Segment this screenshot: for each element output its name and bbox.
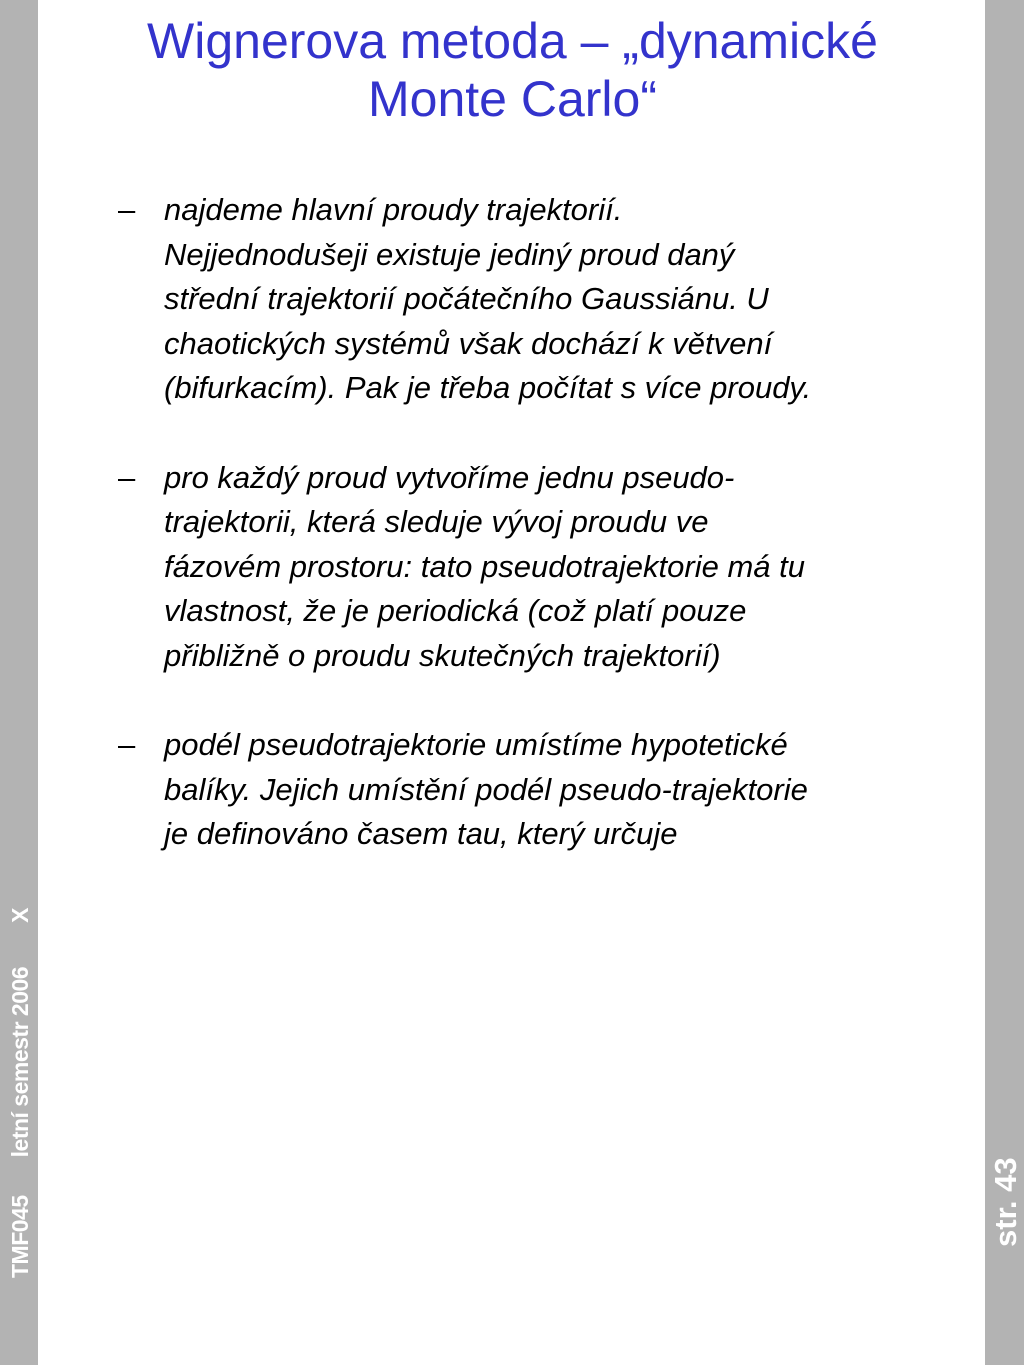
footer-semester: letní semestr 2006 [7,966,33,1158]
bullet-dash: – [118,727,136,762]
bullet-line: chaotických systémů však dochází k větvení [164,325,773,361]
bullet-dash: – [118,459,136,495]
bullet-line: balíky. Jejich umístění podél pseudo-trajektorie [164,771,808,807]
slide-title-line-1: Wignerova metoda – „dynamické [147,13,878,69]
slide-title [40,12,985,128]
bullet-line: trajektorii, která sleduje vývoj proudu ve [164,504,709,539]
bullet-line: vlastnost, že je periodická (což platí pouze [164,593,747,628]
bullet-line: (bifurkacím). Pak je třeba počítat s více proudy. [164,370,812,405]
bullet-list [118,188,978,902]
bullet-item [118,456,978,679]
footer-course-code: TMF045 [7,1195,33,1278]
bullet-line: podél pseudotrajektorie umístíme hypotetické [164,727,788,762]
bullet-item [118,723,978,857]
footer-chapter: X [7,908,33,923]
bullet-line: Nejjednodušeji existuje jediný proud daný [164,236,735,272]
page-number: str. 43 [988,1157,1023,1247]
bullet-line: je definováno časem tau, který určuje [164,816,678,851]
bullet-dash: – [118,192,136,227]
slide-title-line-2: Monte Carlo“ [368,71,657,127]
bullet-line: přibližně o proudu skutečných trajektorií) [164,637,721,673]
footer-course-info [9,908,32,1278]
bullet-line: pro každý proud vytvoříme jednu pseudo- [164,459,735,495]
bullet-line: fázovém prostoru: tato pseudotrajektorie má tu [164,548,805,584]
bullet-item [118,188,978,411]
bullet-line: střední trajektorií počátečního Gaussiánu. U [164,281,769,316]
bullet-line: najdeme hlavní proudy trajektorií. [164,192,623,227]
